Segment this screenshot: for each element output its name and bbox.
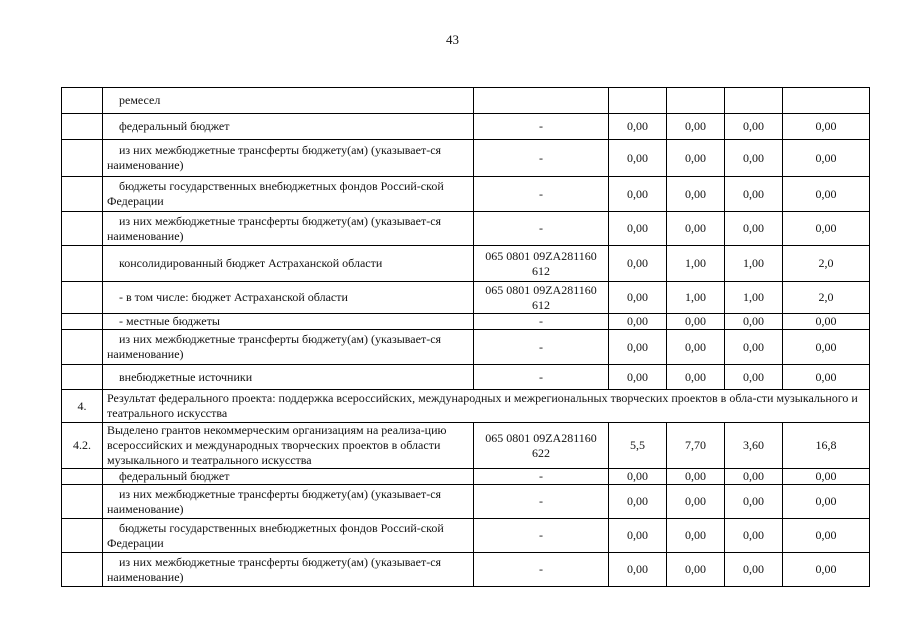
row-number: [62, 88, 103, 114]
row-value-3: 0,00: [725, 140, 783, 177]
table-row: [62, 177, 870, 212]
row-code: -: [474, 177, 609, 212]
row-name: федеральный бюджет: [103, 114, 474, 140]
row-number: [62, 177, 103, 212]
row-name: - местные бюджеты: [103, 314, 474, 330]
table-row: [62, 390, 870, 423]
row-value-2: 0,00: [667, 365, 725, 390]
row-name: бюджеты государственных внебюджетных фондов Россий-ской Федерации: [103, 177, 474, 212]
row-name: из них межбюджетные трансферты бюджету(ам) (указывает-ся наименование): [103, 485, 474, 519]
row-value-3: 0,00: [725, 553, 783, 587]
row-total: 0,00: [783, 485, 870, 519]
table-row: [62, 519, 870, 553]
row-code: [474, 88, 609, 114]
row-value-3: 1,00: [725, 246, 783, 282]
table-row: [62, 365, 870, 390]
row-code: -: [474, 330, 609, 365]
row-value-2: 0,00: [667, 485, 725, 519]
row-value-2: 0,00: [667, 114, 725, 140]
row-total: 2,0: [783, 282, 870, 314]
row-value-1: 0,00: [609, 114, 667, 140]
row-code: -: [474, 553, 609, 587]
row-name: - в том числе: бюджет Астраханской области: [103, 282, 474, 314]
row-number: 4.2.: [62, 423, 103, 469]
row-value-3: 0,00: [725, 469, 783, 485]
row-total: 0,00: [783, 114, 870, 140]
row-number: [62, 469, 103, 485]
row-code: -: [474, 469, 609, 485]
budget-table: [61, 87, 870, 587]
row-name: бюджеты государственных внебюджетных фондов Россий-ской Федерации: [103, 519, 474, 553]
row-value-1: [609, 88, 667, 114]
row-name: из них межбюджетные трансферты бюджету(ам) (указывает-ся наименование): [103, 212, 474, 246]
row-number: [62, 314, 103, 330]
row-name: федеральный бюджет: [103, 469, 474, 485]
table-row: [62, 140, 870, 177]
row-total: 0,00: [783, 365, 870, 390]
row-value-2: 0,00: [667, 140, 725, 177]
row-value-1: 0,00: [609, 212, 667, 246]
row-code: -: [474, 114, 609, 140]
row-total: 0,00: [783, 469, 870, 485]
row-value-2: 0,00: [667, 519, 725, 553]
row-number: [62, 553, 103, 587]
row-value-3: 0,00: [725, 177, 783, 212]
row-value-2: 7,70: [667, 423, 725, 469]
row-value-1: 0,00: [609, 485, 667, 519]
row-total: 2,0: [783, 246, 870, 282]
row-code: -: [474, 212, 609, 246]
row-value-2: 0,00: [667, 212, 725, 246]
row-value-1: 0,00: [609, 314, 667, 330]
row-code: -: [474, 365, 609, 390]
row-number: [62, 485, 103, 519]
row-total: 0,00: [783, 212, 870, 246]
table-row: [62, 246, 870, 282]
row-value-2: 0,00: [667, 553, 725, 587]
row-name: из них межбюджетные трансферты бюджету(ам) (указывает-ся наименование): [103, 330, 474, 365]
row-name: ремесел: [103, 88, 474, 114]
row-total: 0,00: [783, 140, 870, 177]
row-number: [62, 519, 103, 553]
table-row: [62, 423, 870, 469]
row-value-2: [667, 88, 725, 114]
row-name: из них межбюджетные трансферты бюджету(ам) (указывает-ся наименование): [103, 140, 474, 177]
row-number: [62, 114, 103, 140]
row-code: -: [474, 519, 609, 553]
row-value-3: 1,00: [725, 282, 783, 314]
row-value-1: 0,00: [609, 177, 667, 212]
row-value-3: 0,00: [725, 330, 783, 365]
row-code: 065 0801 09ZA281160 622: [474, 423, 609, 469]
row-number: [62, 212, 103, 246]
row-code: -: [474, 140, 609, 177]
row-value-2: 0,00: [667, 469, 725, 485]
row-total: 0,00: [783, 177, 870, 212]
table-row: [62, 88, 870, 114]
row-value-2: 1,00: [667, 282, 725, 314]
row-code: 065 0801 09ZA281160 612: [474, 282, 609, 314]
row-value-3: 0,00: [725, 314, 783, 330]
row-value-2: 0,00: [667, 330, 725, 365]
table-row: [62, 330, 870, 365]
row-value-3: 3,60: [725, 423, 783, 469]
row-total: 0,00: [783, 519, 870, 553]
row-name: из них межбюджетные трансферты бюджету(ам) (указывает-ся наименование): [103, 553, 474, 587]
row-total: 16,8: [783, 423, 870, 469]
row-name: Результат федерального проекта: поддержка всероссийских, международных и межрегиональных творческих проектов в обла-сти музыкального и театрального искусства: [103, 390, 870, 423]
row-code: -: [474, 485, 609, 519]
row-name: консолидированный бюджет Астраханской области: [103, 246, 474, 282]
row-total: [783, 88, 870, 114]
row-number: [62, 140, 103, 177]
row-value-3: 0,00: [725, 114, 783, 140]
row-value-3: 0,00: [725, 212, 783, 246]
row-value-1: 0,00: [609, 246, 667, 282]
row-value-1: 0,00: [609, 553, 667, 587]
table-row: [62, 282, 870, 314]
table-row: [62, 314, 870, 330]
table-row: [62, 114, 870, 140]
table-row: [62, 485, 870, 519]
row-number: [62, 282, 103, 314]
row-value-1: 0,00: [609, 469, 667, 485]
row-value-2: 0,00: [667, 314, 725, 330]
row-name: Выделено грантов некоммерческим организациям на реализа-цию всероссийских и международных творческих проектов в области музыкального и театрального искусства: [103, 423, 474, 469]
row-value-1: 0,00: [609, 140, 667, 177]
row-value-3: [725, 88, 783, 114]
row-value-3: 0,00: [725, 485, 783, 519]
table-row: [62, 469, 870, 485]
page-number: 43: [446, 32, 459, 47]
row-total: 0,00: [783, 314, 870, 330]
table-row: [62, 212, 870, 246]
row-value-1: 0,00: [609, 330, 667, 365]
table-row: [62, 553, 870, 587]
row-value-1: 0,00: [609, 365, 667, 390]
row-value-1: 0,00: [609, 519, 667, 553]
row-number: [62, 365, 103, 390]
row-number: [62, 246, 103, 282]
row-value-2: 1,00: [667, 246, 725, 282]
row-value-3: 0,00: [725, 365, 783, 390]
row-value-1: 5,5: [609, 423, 667, 469]
row-total: 0,00: [783, 330, 870, 365]
row-value-1: 0,00: [609, 282, 667, 314]
row-number: 4.: [62, 390, 103, 423]
row-name: внебюджетные источники: [103, 365, 474, 390]
row-number: [62, 330, 103, 365]
row-code: 065 0801 09ZA281160 612: [474, 246, 609, 282]
row-value-2: 0,00: [667, 177, 725, 212]
row-value-3: 0,00: [725, 519, 783, 553]
row-total: 0,00: [783, 553, 870, 587]
row-code: -: [474, 314, 609, 330]
